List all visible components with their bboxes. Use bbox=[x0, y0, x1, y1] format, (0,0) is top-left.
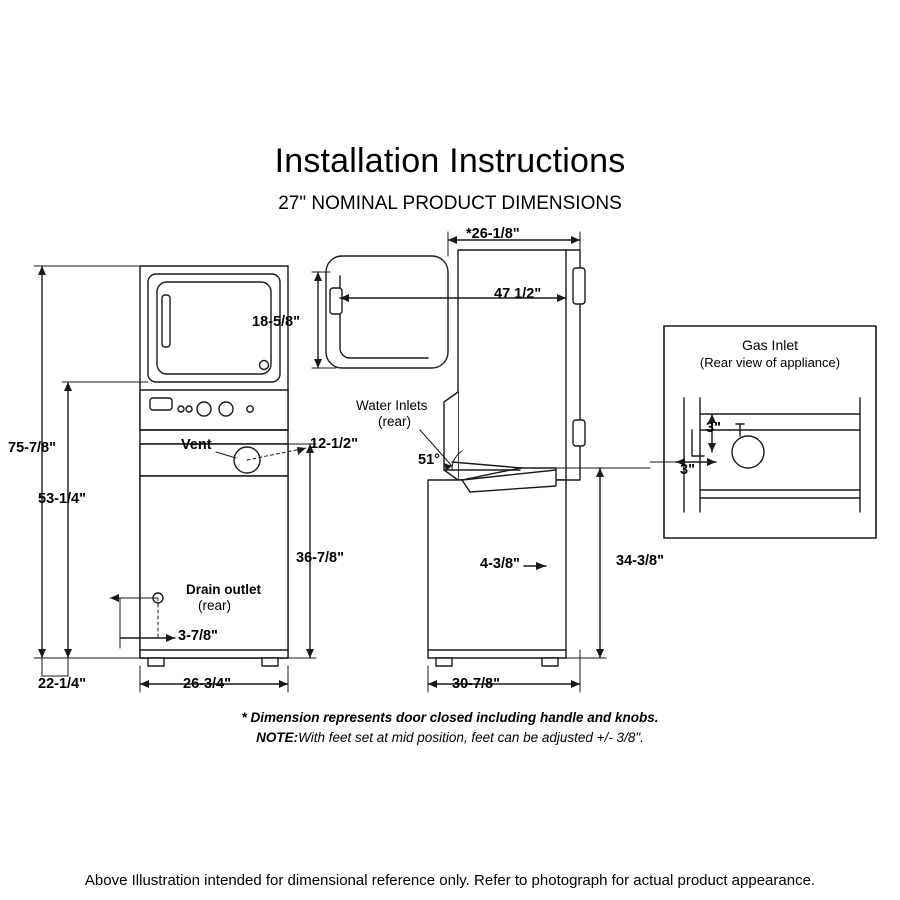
drain-outlet-label: Drain outlet bbox=[186, 582, 262, 597]
footnote-note-text: With feet set at mid position, feet can be adjusted +/- 3/8". bbox=[298, 730, 644, 745]
page-subtitle: 27" NOMINAL PRODUCT DIMENSIONS bbox=[278, 193, 622, 214]
water-inlets-sublabel: (rear) bbox=[378, 414, 411, 429]
dim-vent: 12-1/2" bbox=[310, 436, 358, 452]
dim-side-depth: 30-7/8" bbox=[452, 676, 500, 692]
dim-drain-offset: 3-7/8" bbox=[178, 628, 218, 644]
page-title: Installation Instructions bbox=[274, 142, 626, 180]
vent-label: Vent bbox=[181, 437, 212, 453]
gas-dim-vertical: 3" bbox=[706, 420, 721, 436]
footnote-asterisk: * Dimension represents door closed including handle and knobs. bbox=[241, 710, 659, 725]
dim-door-open-depth: 47 1/2" bbox=[494, 286, 542, 302]
dim-lower-unit-height: 36-7/8" bbox=[296, 550, 344, 566]
gas-inlet-title: Gas Inlet bbox=[741, 337, 799, 353]
footnote-note-lead: NOTE: bbox=[256, 730, 299, 745]
dim-upper-unit-height: 53-1/4" bbox=[38, 491, 86, 507]
dim-overall-height: 75-7/8" bbox=[8, 440, 56, 456]
dim-front-width: 26-3/4" bbox=[183, 676, 231, 692]
dim-depth-door-closed: *26-1/8" bbox=[466, 226, 520, 242]
dim-counter-height: 34-3/8" bbox=[616, 553, 664, 569]
dim-lid-offset: 4-3/8" bbox=[480, 556, 520, 572]
dim-base-height: 22-1/4" bbox=[38, 676, 86, 692]
dim-door-open-height: 18-5/8" bbox=[252, 314, 300, 330]
gas-inlet-subtitle: (Rear view of appliance) bbox=[699, 355, 841, 370]
water-inlets-label: Water Inlets bbox=[356, 398, 428, 413]
drain-outlet-sublabel: (rear) bbox=[198, 598, 231, 613]
footnote-note bbox=[0, 730, 900, 745]
gas-dim-horizontal: 3" bbox=[680, 462, 695, 478]
dim-lid-angle: 51° bbox=[418, 452, 440, 468]
bottom-disclaimer: Above Illustration intended for dimensional reference only. Refer to photograph for actual product appearance. bbox=[84, 872, 816, 889]
